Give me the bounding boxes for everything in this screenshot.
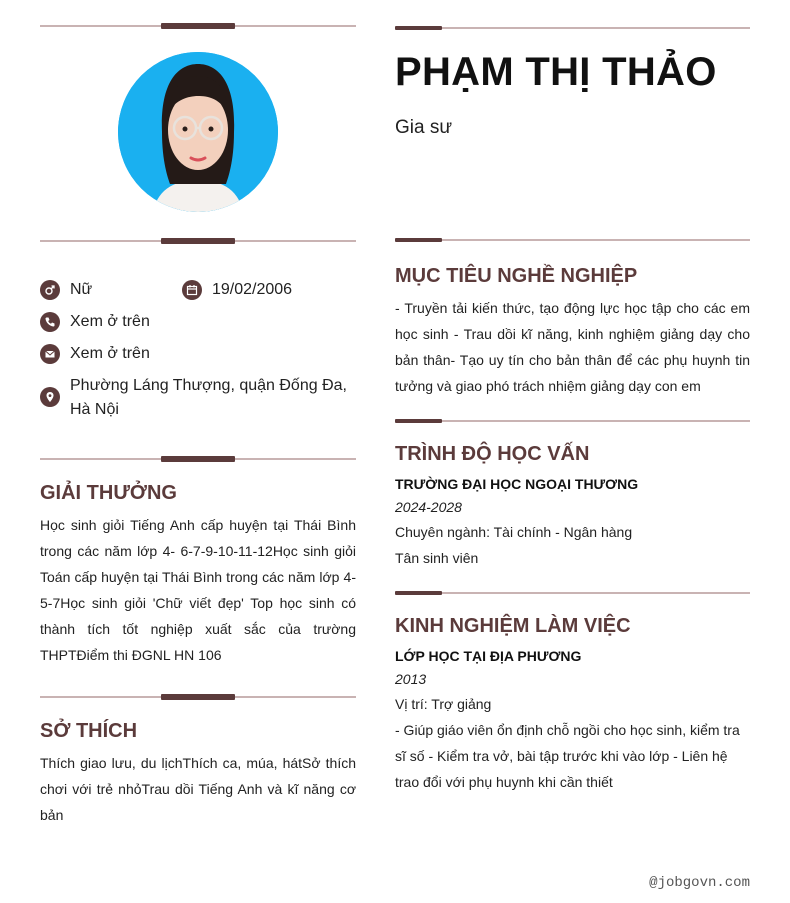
phone-value: Xem ở trên [70, 313, 150, 330]
divider-top-left [40, 22, 356, 30]
email-icon [40, 344, 60, 364]
experience-org: LỚP HỌC TẠI ĐỊA PHƯƠNG [395, 648, 582, 664]
divider-objective [395, 236, 750, 244]
education-period: 2024-2028 [395, 499, 462, 515]
info-phone [40, 310, 150, 334]
full-name: PHẠM THỊ THẢO [395, 50, 717, 94]
footer-watermark: @jobgovn.com [649, 875, 750, 891]
divider-awards [40, 455, 356, 463]
education-school: TRƯỜNG ĐẠI HỌC NGOẠI THƯƠNG [395, 476, 639, 492]
dob-value: 19/02/2006 [212, 281, 293, 298]
education-title: TRÌNH ĐỘ HỌC VẤN [395, 443, 590, 465]
avatar [118, 52, 278, 212]
divider-hobbies [40, 693, 356, 701]
education-major: Chuyên ngành: Tài chính - Ngân hàng [395, 524, 633, 540]
gender-value: Nữ [70, 281, 93, 298]
hobbies-text: Thích giao lưu, du lịchThích ca, múa, hátSở thích chơi với trẻ nhỏTrau dồi Tiếng Anh và kĩ năng cơ bản [40, 755, 356, 823]
divider-experience [395, 589, 750, 597]
experience-title: KINH NGHIỆM LÀM VIỆC [395, 615, 631, 637]
info-gender [40, 278, 92, 302]
email-value: Xem ở trên [70, 345, 150, 362]
awards-text: Học sinh giỏi Tiếng Anh cấp huyện tại Thái Bình trong các năm lớp 4- 6-7-9-10-11-12Học sinh giỏi Toán cấp huyện tại Thái Bình trong các năm lớp 4-5-7Học sinh giỏi 'Chữ viết đẹp' Top học sinh có thành tích tốt nghiệp xuất sắc của trường THPTĐiểm thi ĐGNL HN 106 [40, 517, 356, 663]
experience-text: - Giúp giáo viên ổn định chỗ ngồi cho học sinh, kiểm tra sĩ số - Kiểm tra vở, bài tập trước khi vào lớp - Liên hệ trao đổi với phụ huynh khi cần thiết [395, 722, 740, 790]
gender-icon [40, 280, 60, 300]
divider-education [395, 417, 750, 425]
info-address [40, 374, 350, 422]
info-dob [182, 278, 292, 302]
location-icon [40, 387, 60, 407]
calendar-icon [182, 280, 202, 300]
job-title: Gia sư [395, 117, 453, 138]
hobbies-title: SỞ THÍCH [40, 720, 138, 742]
info-email [40, 342, 150, 366]
education-note: Tân sinh viên [395, 550, 479, 566]
awards-title: GIẢI THƯỞNG [40, 482, 177, 504]
objective-text: - Truyền tải kiến thức, tạo động lực học tập cho các em học sinh - Trau dồi kĩ năng, kinh nghiệm giảng dạy cho bản thân- Tạo uy tín cho bản thân để các phụ huynh tin tưởng và giao phó trách nhiệm giảng dạy con em [395, 300, 750, 394]
divider-top-right [395, 24, 750, 32]
objective-title: MỤC TIÊU NGHỀ NGHIỆP [395, 265, 638, 287]
experience-position: Vị trí: Trợ giảng [395, 696, 492, 712]
experience-year: 2013 [395, 671, 427, 687]
address-value: Phường Láng Thượng, quận Đống Đa, Hà Nội [70, 377, 347, 418]
divider-below-avatar [40, 237, 356, 245]
phone-icon [40, 312, 60, 332]
